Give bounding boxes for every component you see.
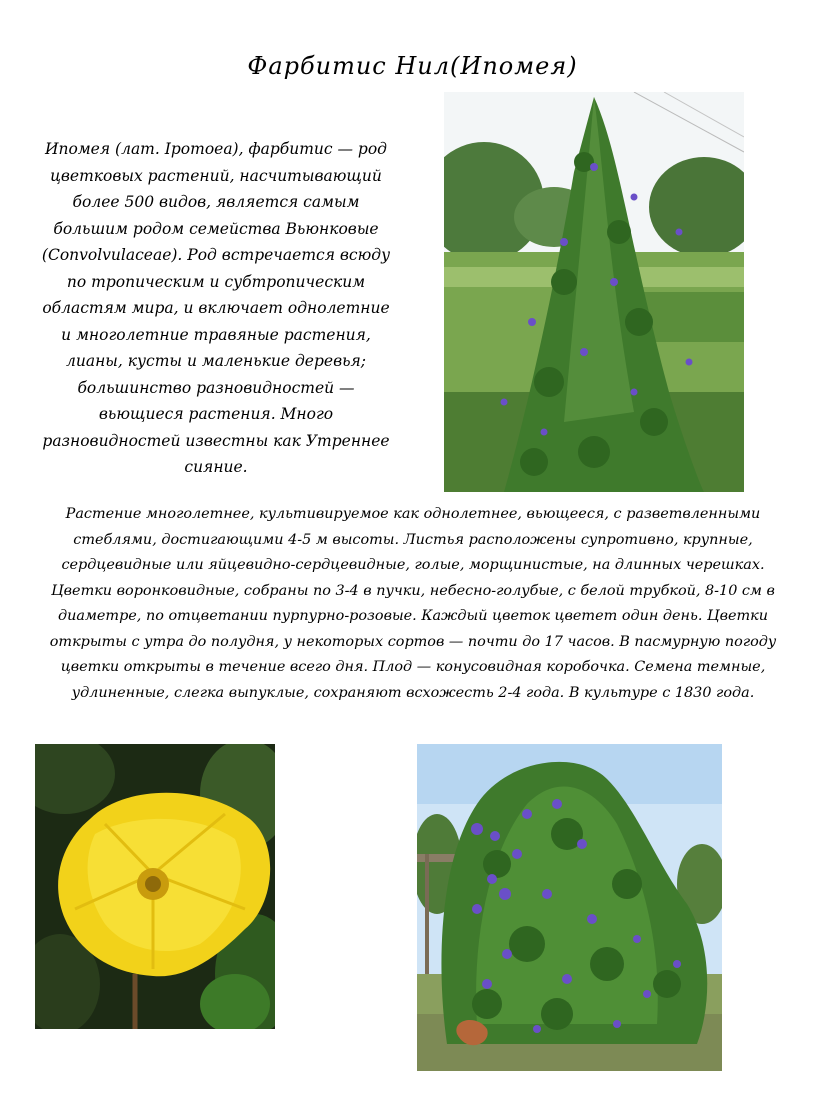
trellis-illustration [444,92,744,492]
photo-yellow-ipomoea-flower [35,744,275,1029]
photo-ipomoea-mound [417,744,722,1071]
description-paragraph: Растение многолетнее, культивируемое как однолетнее, вьющееся, с разветвленными стеблями, достигающими 4-5 м высоты. Листья расположены супротивно, крупные, сердцевидные или яйцевидно-сердцевидные, голые, морщинистые, на длинных черешках. Цветки воронковидные, собраны по 3-4 в пучки, небесно-голубые, с белой трубкой, 8-10 см в диаметре, по отцветании пурпурно-розовые. Каждый цветок цветет один день. Цветки открыты с утра до полудня, у некоторых сортов — почти до 17 часов. В пасмурную погоду цветки открыты в течение всего дня. Плод — конусовидная коробочка. Семена темные, удлиненные, слегка выпуклые, сохраняют всхожесть 2-4 года. В культуре с 1830 года. [49,506,777,701]
photo-ipomoea-trellis [444,92,744,492]
mound-illustration [417,744,722,1071]
yellow-flower-illustration [35,744,275,1029]
page-title: Фарбитис Нил(Ипомея) [247,52,578,80]
intro-paragraph: Ипомея (лат. Ipomoea), фарбитис — род цветковых растений, насчитывающий более 500 видов, является самым большим родом семейства Вьюнковые (Convolvulaceae). Род встречается всюду по тропическим и субтропическим областям мира, и включает однолетние и многолетние травяные растения, лианы, кусты и маленькие деревья; большинство разновидностей — вьющиеся растения. Много разновидностей известны как Утреннее сияние. [41,140,391,476]
